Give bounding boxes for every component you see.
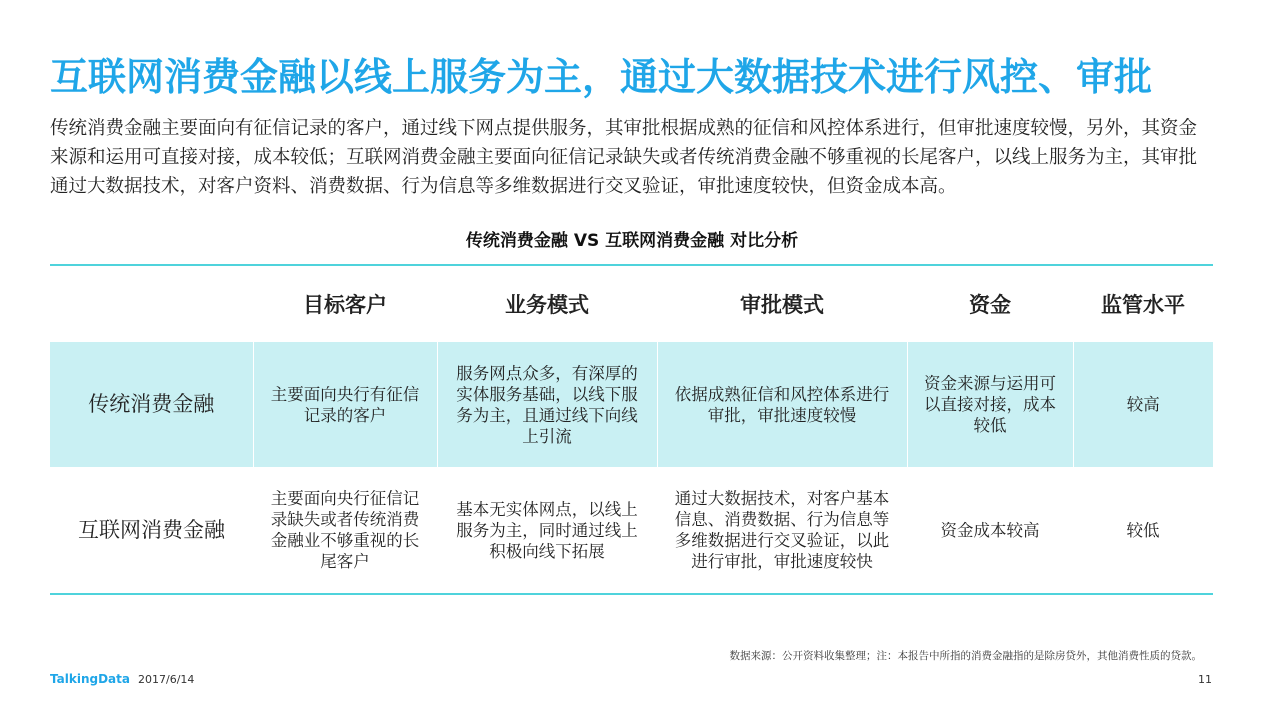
- table-row-traditional: [50, 342, 1213, 467]
- table-title: 传统消费金融 VS 互联网消费金融 对比分析: [465, 231, 799, 251]
- report-date: 2017/6/14: [138, 673, 195, 686]
- cell-traditional-funding: 资金来源与运用可以直接对接，成本较低: [907, 342, 1073, 467]
- header-regulation-level: 监管水平: [1101, 293, 1185, 317]
- row-label-traditional: 传统消费金融: [50, 342, 253, 467]
- brand-logo: TalkingData: [50, 672, 130, 686]
- page-number: 11: [1198, 673, 1212, 686]
- cell-traditional-approval-model: 依据成熟征信和风控体系进行审批，审批速度较慢: [657, 342, 907, 467]
- header-target-customer: 目标客户: [303, 293, 387, 317]
- cell-traditional-business-model: 服务网点众多，有深厚的实体服务基础，以线下服务为主，且通过线下向线上引流: [437, 342, 657, 467]
- row-label-internet: 互联网消费金融: [78, 517, 225, 542]
- cell-internet-business-model: 基本无实体网点，以线上服务为主，同时通过线上积极向线下拓展: [456, 499, 638, 561]
- cell-internet-target-customer: 主要面向央行征信记录缺失或者传统消费金融业不够重视的长尾客户: [270, 489, 420, 571]
- slide-title: 互联网消费金融以线上服务为主，通过大数据技术进行风控、审批: [50, 55, 1153, 99]
- table-row-internet: [50, 467, 1213, 593]
- header-corner: [50, 266, 253, 342]
- intro-paragraph: 传统消费金融主要面向有征信记录的客户，通过线下网点提供服务，其审批根据成熟的征信和风控体系进行，但审批速度较慢，另外，其资金来源和运用可直接对接，成本较低；互联网消费金融主要面向征信记录缺失或者传统消费金融不够重视的长尾客户，以线上服务为主，其审批通过大数据技术，对客户资料、消费数据、行为信息等多维数据进行交叉验证，审批速度较快，但资金成本高。: [50, 118, 1198, 197]
- header-approval-model: 审批模式: [740, 293, 824, 317]
- table-header-row: [50, 266, 1213, 342]
- cell-traditional-regulation: 较高: [1073, 342, 1213, 467]
- comparison-table-wrapper: [50, 264, 1213, 595]
- header-funding: 资金: [969, 293, 1011, 317]
- cell-internet-approval-model: 通过大数据技术，对客户基本信息、消费数据、行为信息等多维数据进行交叉验证，以此进行审批，审批速度较快: [674, 489, 890, 571]
- cell-traditional-target-customer: 主要面向央行有征信记录的客户: [253, 342, 437, 467]
- cell-internet-funding: 资金成本较高: [940, 520, 1040, 540]
- cell-internet-regulation: 较低: [1126, 520, 1160, 540]
- comparison-table: [50, 266, 1213, 593]
- header-business-model: 业务模式: [505, 293, 589, 317]
- source-note: 数据来源：公开资料收集整理；注：本报告中所指的消费金融指的是除房贷外，其他消费性质的贷款。: [729, 650, 1202, 662]
